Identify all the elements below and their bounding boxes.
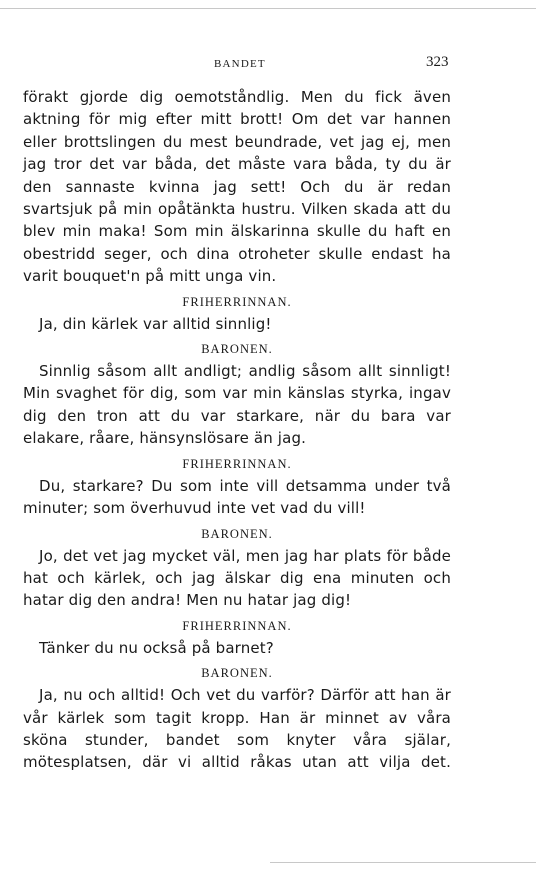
text-body xyxy=(23,86,451,774)
paragraph: Sinnlig såsom allt andligt; andlig såsom allt sinnligt! Min svaghet för dig, som var min känslas styrka, ingav dig den tron att du var starkare, när du bara var elakare, råare, hänsynslösare än jag. xyxy=(23,362,451,448)
scan-bottom-edge xyxy=(270,862,536,863)
paragraph: Jo, det vet jag mycket väl, men jag har plats för både hat och kärlek, och jag älskar dig ena minuten och hatar dig den andra! Men nu hatar jag dig! xyxy=(23,546,451,610)
paragraph: Ja, din kärlek var alltid sinnlig! xyxy=(39,314,272,333)
speaker-name: FRIHERRINNAN. xyxy=(182,618,292,633)
paragraph: Ja, nu och alltid! Och vet du varför? Därför att han är vår kärlek som tagit kropp. Han är minnet av våra sköna stunder, bandet som knyter våra själar, mötesplatsen, där vi alltid råkas utan att vilja det. xyxy=(23,686,451,772)
speaker-name: FRIHERRINNAN. xyxy=(182,456,292,471)
speaker-name: BARONEN. xyxy=(201,342,273,357)
running-title: BANDET xyxy=(214,58,266,70)
speaker-name: FRIHERRINNAN. xyxy=(182,294,292,309)
page-number: 323 xyxy=(426,54,449,70)
speaker-name: BARONEN. xyxy=(201,526,273,541)
paragraph: Tänker du nu också på barnet? xyxy=(39,638,274,657)
scan-top-edge xyxy=(0,8,536,9)
speaker-name: BARONEN. xyxy=(201,666,273,681)
paragraph: förakt gjorde dig oemotståndlig. Men du fick även aktning för mig efter mitt brott! Om det var hannen eller brottslingen du mest beundrade, vet jag ej, men jag tror det var båda, det måste vara båda, ty du är den sannaste kvinna jag sett! Och du är redan svartsjuk på min opåtänkta hustru. Vilken skada att du blev min maka! Som min älskarinna skulle du haft en obestridd seger, och dina otroheter skulle endast ha varit bouquet'n på mitt unga vin. xyxy=(23,88,451,286)
paragraph: Du, starkare? Du som inte vill detsamma under två minuter; som överhuvud inte vet vad du vill! xyxy=(23,476,451,518)
